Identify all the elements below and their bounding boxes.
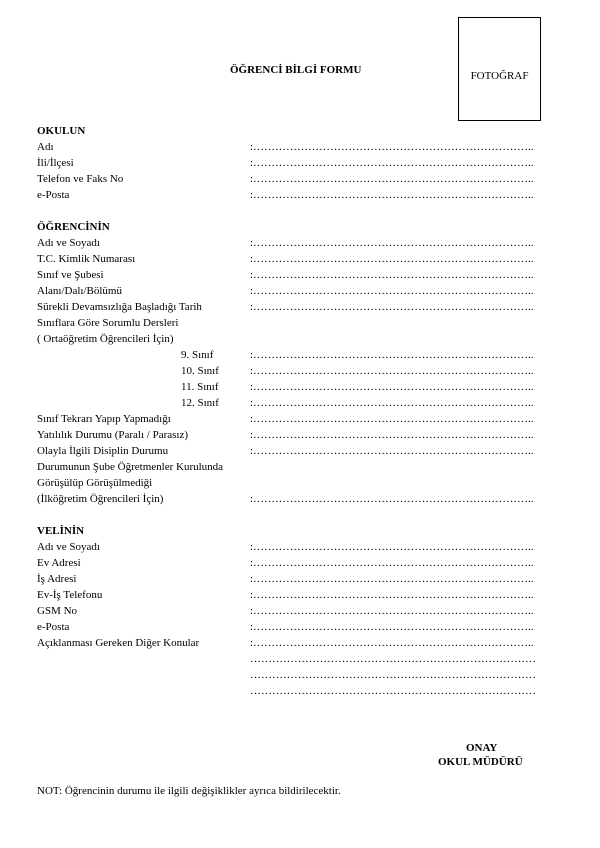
school-city-label: İli/İlçesi — [37, 157, 74, 169]
student-absence-field[interactable]: :………………………………………………………………….. — [250, 301, 534, 313]
photo-label: FOTOĞRAF — [470, 70, 529, 82]
student-heading: ÖĞRENCİNİN — [37, 221, 110, 233]
student-name-label: Adı ve Soyadı — [37, 237, 100, 249]
photo-box[interactable] — [458, 17, 541, 121]
repeat-field[interactable]: :………………………………………………………………….. — [250, 413, 534, 425]
grade-10-field[interactable]: :………………………………………………………………….. — [250, 365, 534, 377]
discipline-label-2: Durumunun Şube Öğretmenler Kurulunda — [37, 461, 224, 473]
student-subjects-label: Sınıflara Göre Sorumlu Dersleri — [37, 317, 179, 329]
school-city-field[interactable]: :………………………………………………………………….. — [250, 157, 534, 169]
grade-10-label: 10. Sınıf — [181, 365, 219, 377]
parent-name-label: Adı ve Soyadı — [37, 541, 100, 553]
grade-11-field[interactable]: :………………………………………………………………….. — [250, 381, 534, 393]
other-issues-field[interactable]: :………………………………………………………………….. — [250, 637, 534, 649]
approval-line-1: ONAY — [466, 742, 498, 754]
grade-12-field[interactable]: :………………………………………………………………….. — [250, 397, 534, 409]
boarding-field[interactable]: :………………………………………………………………….. — [250, 429, 534, 441]
other-issues-label: Açıklanması Gereken Diğer Konular — [37, 637, 200, 649]
parent-phone-label: Ev-İş Telefonu — [37, 589, 103, 601]
student-field-label: Alanı/Dalı/Bölümü — [37, 285, 122, 297]
footer-note: NOT: Öğrencinin durumu ile ilgili değişiklikler ayrıca bildirilecektir. — [37, 785, 341, 797]
school-heading: OKULUN — [37, 125, 86, 137]
discipline-label-4: (İlköğretim Öğrencileri İçin) — [37, 493, 164, 505]
student-absence-label: Sürekli Devamsızlığa Başladığı Tarih — [37, 301, 202, 313]
grade-11-label: 11. Sınıf — [181, 381, 219, 393]
parent-work-field[interactable]: :………………………………………………………………….. — [250, 573, 534, 585]
boarding-label: Yatılılık Durumu (Paralı / Parasız) — [37, 429, 189, 441]
grade-12-label: 12. Sınıf — [181, 397, 219, 409]
student-tc-label: T.C. Kimlik Numarası — [37, 253, 136, 265]
other-issues-line-3[interactable]: …………………………………………………………………… — [250, 669, 536, 681]
student-name-field[interactable]: :………………………………………………………………….. — [250, 237, 534, 249]
school-email-field[interactable]: :………………………………………………………………….. — [250, 189, 534, 201]
discipline-label-3: Görüşülüp Görüşülmediği — [37, 477, 153, 489]
parent-work-label: İş Adresi — [37, 573, 77, 585]
other-issues-line-2[interactable]: …………………………………………………………………… — [250, 653, 536, 665]
repeat-label: Sınıf Tekrarı Yapıp Yapmadığı — [37, 413, 171, 425]
parent-home-field[interactable]: :………………………………………………………………….. — [250, 557, 534, 569]
parent-email-field[interactable]: :………………………………………………………………….. — [250, 621, 534, 633]
form-title: ÖĞRENCİ BİLGİ FORMU — [230, 64, 362, 76]
discipline-label-1: Olayla İlgili Disiplin Durumu — [37, 445, 169, 457]
discipline-field[interactable]: :………………………………………………………………….. — [250, 445, 534, 457]
student-subjects-note: ( Ortaöğretim Öğrencileri İçin) — [37, 333, 174, 345]
school-name-field[interactable]: :………………………………………………………………….. — [250, 141, 534, 153]
school-phone-field[interactable]: :………………………………………………………………….. — [250, 173, 534, 185]
parent-name-field[interactable]: :………………………………………………………………….. — [250, 541, 534, 553]
grade-9-label: 9. Sınıf — [181, 349, 214, 361]
student-tc-field[interactable]: :………………………………………………………………….. — [250, 253, 534, 265]
student-class-field[interactable]: :………………………………………………………………….. — [250, 269, 534, 281]
other-issues-line-4[interactable]: …………………………………………………………………… — [250, 685, 536, 697]
parent-email-label: e-Posta — [37, 621, 70, 633]
parent-home-label: Ev Adresi — [37, 557, 81, 569]
parent-gsm-label: GSM No — [37, 605, 78, 617]
student-class-label: Sınıf ve Şubesi — [37, 269, 104, 281]
parent-heading: VELİNİN — [37, 525, 85, 537]
approval-line-2: OKUL MÜDÜRÜ — [438, 756, 523, 768]
parent-gsm-field[interactable]: :………………………………………………………………….. — [250, 605, 534, 617]
grade-9-field[interactable]: :………………………………………………………………….. — [250, 349, 534, 361]
school-email-label: e-Posta — [37, 189, 70, 201]
discipline-field-2[interactable]: :………………………………………………………………….. — [250, 493, 534, 505]
school-name-label: Adı — [37, 141, 54, 153]
parent-phone-field[interactable]: :………………………………………………………………….. — [250, 589, 534, 601]
school-phone-label: Telefon ve Faks No — [37, 173, 124, 185]
student-field-field[interactable]: :………………………………………………………………….. — [250, 285, 534, 297]
